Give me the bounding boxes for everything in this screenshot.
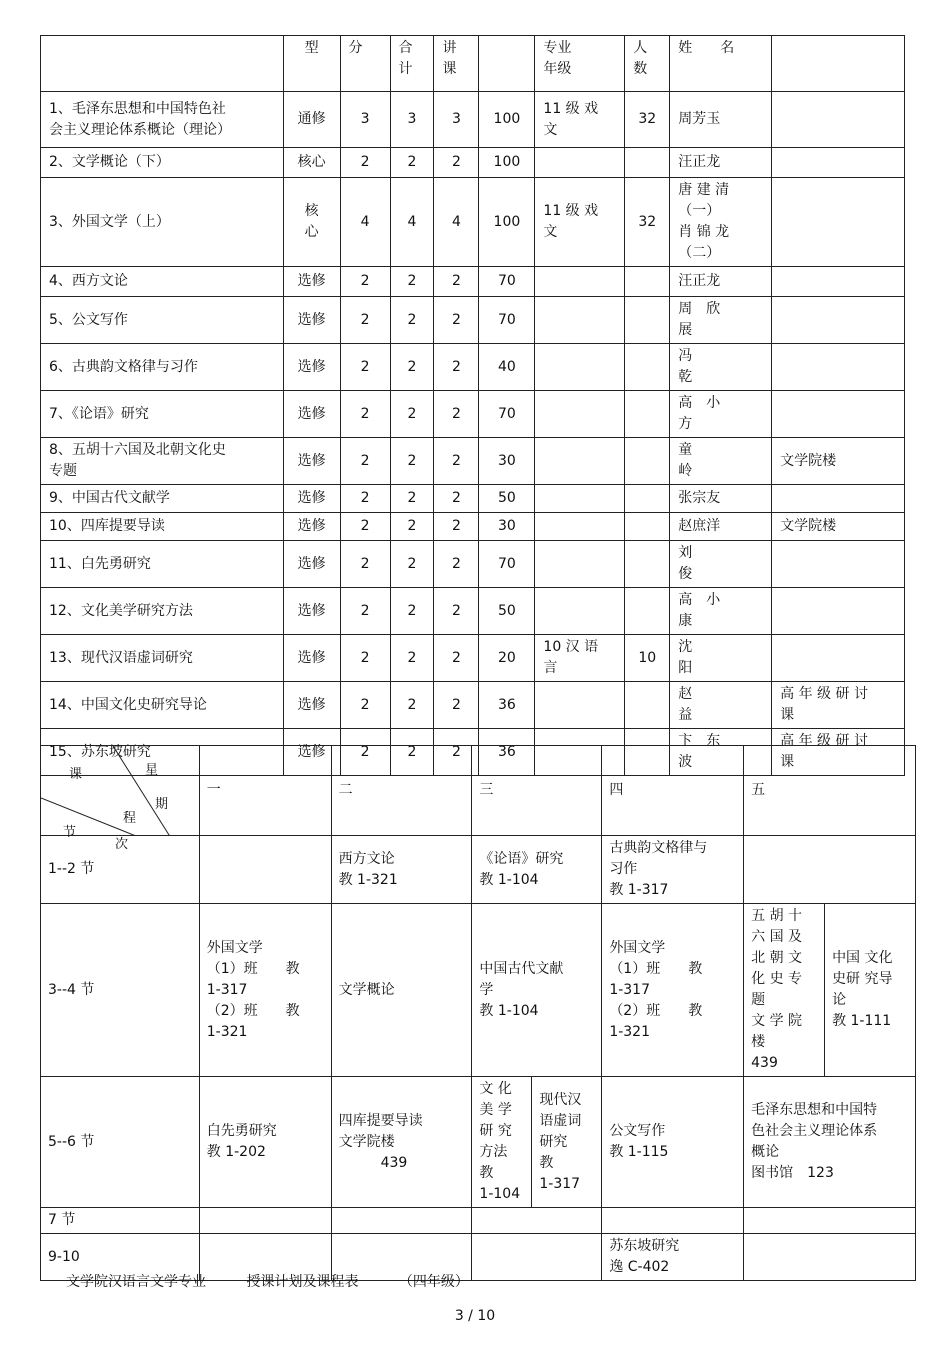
- course-hours-cell: 20: [479, 635, 535, 682]
- course-count-cell: [625, 267, 670, 297]
- course-teacher-cell: 高 小 康: [670, 588, 772, 635]
- cell-7-tue: [331, 1208, 472, 1234]
- course-credit-cell: 2: [340, 148, 390, 178]
- schedule-caption: [66, 1271, 505, 1291]
- course-total-cell: 3: [390, 92, 434, 148]
- corner-label-cheng: 程: [123, 811, 137, 826]
- cell-5-6-fri: 毛泽东思想和中国特 色社会主义理论体系 概论 图书馆 123: [744, 1077, 916, 1208]
- course-total-cell: 2: [390, 485, 434, 513]
- course-type-cell: 选修: [283, 267, 340, 297]
- cell-1-2-thu: 古典韵文格律与 习作 教 1-317: [602, 836, 744, 904]
- header-hours-blank: [479, 36, 535, 92]
- cell-7-fri: [744, 1208, 916, 1234]
- course-note-cell: [772, 92, 905, 148]
- course-lecture-cell: 2: [434, 513, 479, 541]
- day-header-tue: 二: [331, 746, 472, 836]
- course-type-cell: 选修: [283, 297, 340, 344]
- course-grade-cell: [535, 588, 625, 635]
- course-total-cell: 2: [390, 635, 434, 682]
- course-total-cell: 2: [390, 267, 434, 297]
- course-note-cell: [772, 344, 905, 391]
- course-name-cell: 13、现代汉语虚词研究: [41, 635, 284, 682]
- course-note-cell: 文学院楼: [772, 513, 905, 541]
- course-row: [41, 541, 905, 588]
- course-teacher-cell: 卞 东 波: [670, 729, 772, 776]
- day-header-wed: 三: [472, 746, 602, 836]
- course-lecture-cell: 2: [434, 267, 479, 297]
- course-count-cell: [625, 297, 670, 344]
- cell-3-4-fri-b: 中国 文化 史研 究导 论 教 1-111: [825, 904, 916, 1077]
- course-note-cell: 高 年 级 研 讨 课: [772, 682, 905, 729]
- course-lecture-cell: 3: [434, 92, 479, 148]
- cell-5-6-tue: 四库提要导读 文学院楼 439: [331, 1077, 472, 1208]
- course-type-cell: 通修: [283, 92, 340, 148]
- course-lecture-cell: 2: [434, 344, 479, 391]
- schedule-row-3-4: [41, 904, 916, 1077]
- course-row: [41, 344, 905, 391]
- course-type-cell: 选修: [283, 635, 340, 682]
- course-count-cell: [625, 541, 670, 588]
- course-credit-cell: 2: [340, 344, 390, 391]
- header-major-grade: 专业 年级: [535, 36, 625, 92]
- course-teacher-cell: 高 小 方: [670, 391, 772, 438]
- course-type-cell: 核 心: [283, 178, 340, 267]
- course-grade-cell: [535, 344, 625, 391]
- course-row: [41, 682, 905, 729]
- course-row: [41, 635, 905, 682]
- course-grade-cell: 10 汉 语 言: [535, 635, 625, 682]
- course-type-cell: 选修: [283, 485, 340, 513]
- course-lecture-cell: 2: [434, 588, 479, 635]
- course-type-cell: 选修: [283, 682, 340, 729]
- course-teacher-cell: 刘 俊: [670, 541, 772, 588]
- cell-9-10-fri: [744, 1234, 916, 1281]
- course-teacher-cell: 汪正龙: [670, 267, 772, 297]
- course-count-cell: [625, 344, 670, 391]
- course-lecture-cell: 2: [434, 729, 479, 776]
- course-row: [41, 485, 905, 513]
- cell-7-wed: [472, 1208, 602, 1234]
- course-grade-cell: [535, 391, 625, 438]
- course-hours-cell: 100: [479, 92, 535, 148]
- corner-label-ke: 课: [69, 767, 83, 782]
- slot-label-5-6: 5--6 节: [41, 1077, 200, 1208]
- course-note-cell: [772, 541, 905, 588]
- cell-5-6-wed-a: 文 化 美 学 研 究 方法 教 1-104: [472, 1077, 532, 1208]
- course-credit-cell: 2: [340, 513, 390, 541]
- course-teacher-cell: 周芳玉: [670, 92, 772, 148]
- cell-5-6-wed-b: 现代汉 语虚词 研究 教 1-317: [532, 1077, 602, 1208]
- course-total-cell: 2: [390, 682, 434, 729]
- corner-label-qi: 期: [155, 797, 169, 812]
- weekly-schedule-table: [40, 745, 916, 1281]
- course-name-cell: 14、中国文化史研究导论: [41, 682, 284, 729]
- course-count-cell: 32: [625, 178, 670, 267]
- course-teacher-cell: 冯 乾: [670, 344, 772, 391]
- cell-7-mon: [199, 1208, 331, 1234]
- course-note-cell: 高 年 级 研 讨 课: [772, 729, 905, 776]
- corner-label-xing: 星: [145, 763, 159, 778]
- course-grade-cell: [535, 513, 625, 541]
- course-hours-cell: 36: [479, 729, 535, 776]
- cell-3-4-thu: 外国文学 （1）班 教 1-317 （2）班 教 1-321: [602, 904, 744, 1077]
- cell-1-2-tue: 西方文论 教 1-321: [331, 836, 472, 904]
- course-row: [41, 148, 905, 178]
- course-grade-cell: [535, 267, 625, 297]
- course-total-cell: 2: [390, 541, 434, 588]
- course-hours-cell: 30: [479, 513, 535, 541]
- course-hours-cell: 40: [479, 344, 535, 391]
- course-row: [41, 92, 905, 148]
- course-hours-cell: 100: [479, 148, 535, 178]
- course-grade-cell: 11 级 戏 文: [535, 178, 625, 267]
- schedule-row-5-6: [41, 1077, 916, 1208]
- course-note-cell: [772, 267, 905, 297]
- course-name-cell: 8、五胡十六国及北朝文化史 专题: [41, 438, 284, 485]
- cell-1-2-fri: [744, 836, 916, 904]
- course-grade-cell: 11 级 戏 文: [535, 92, 625, 148]
- header-total: 合 计: [390, 36, 434, 92]
- header-note-blank: [772, 36, 905, 92]
- course-hours-cell: 70: [479, 297, 535, 344]
- cell-5-6-mon: 白先勇研究 教 1-202: [199, 1077, 331, 1208]
- header-type: 型: [283, 36, 340, 92]
- course-name-cell: 2、文学概论（下）: [41, 148, 284, 178]
- course-row: [41, 178, 905, 267]
- corner-label-jie: 节: [63, 825, 77, 840]
- course-name-cell: 9、中国古代文献学: [41, 485, 284, 513]
- course-type-cell: 选修: [283, 588, 340, 635]
- slot-label-1-2: 1--2 节: [41, 836, 200, 904]
- course-note-cell: [772, 485, 905, 513]
- caption-dept: 文学院汉语言文学专业: [66, 1274, 206, 1290]
- course-row: [41, 297, 905, 344]
- course-total-cell: 2: [390, 391, 434, 438]
- course-credit-cell: 4: [340, 178, 390, 267]
- course-type-cell: 选修: [283, 541, 340, 588]
- course-note-cell: [772, 635, 905, 682]
- course-type-cell: 核心: [283, 148, 340, 178]
- course-lecture-cell: 4: [434, 178, 479, 267]
- course-table-header: [41, 36, 905, 92]
- course-note-cell: [772, 391, 905, 438]
- course-hours-cell: 100: [479, 178, 535, 267]
- course-lecture-cell: 2: [434, 541, 479, 588]
- course-name-cell: 10、四库提要导读: [41, 513, 284, 541]
- page-number: 3 / 10: [454, 1308, 496, 1324]
- course-note-cell: [772, 148, 905, 178]
- course-type-cell: 选修: [283, 344, 340, 391]
- course-name-cell: 3、外国文学（上）: [41, 178, 284, 267]
- course-credit-cell: 2: [340, 588, 390, 635]
- course-hours-cell: 70: [479, 267, 535, 297]
- course-grade-cell: [535, 541, 625, 588]
- schedule-corner-cell: [41, 746, 200, 852]
- course-teacher-cell: 张宗友: [670, 485, 772, 513]
- cell-5-6-thu: 公文写作 教 1-115: [602, 1077, 744, 1208]
- course-teacher-cell: 赵庶洋: [670, 513, 772, 541]
- course-count-cell: 10: [625, 635, 670, 682]
- course-lecture-cell: 2: [434, 391, 479, 438]
- course-lecture-cell: 2: [434, 682, 479, 729]
- schedule-header-row: [41, 746, 916, 836]
- course-lecture-cell: 2: [434, 635, 479, 682]
- course-teacher-cell: 唐 建 清 （一） 肖 锦 龙 （二）: [670, 178, 772, 267]
- course-name-cell: 4、西方文论: [41, 267, 284, 297]
- course-count-cell: [625, 391, 670, 438]
- header-teacher: 姓 名: [670, 36, 772, 92]
- course-count-cell: [625, 588, 670, 635]
- day-header-fri: 五: [744, 746, 916, 836]
- course-total-cell: 2: [390, 513, 434, 541]
- course-total-cell: 2: [390, 297, 434, 344]
- course-hours-cell: 50: [479, 485, 535, 513]
- course-count-cell: 32: [625, 92, 670, 148]
- course-plan-table: [40, 35, 905, 776]
- course-name-cell: 1、毛泽东思想和中国特色社 会主义理论体系概论（理论）: [41, 92, 284, 148]
- course-credit-cell: 2: [340, 297, 390, 344]
- course-name-cell: 11、白先勇研究: [41, 541, 284, 588]
- course-credit-cell: 2: [340, 682, 390, 729]
- header-count: 人 数: [625, 36, 670, 92]
- course-grade-cell: [535, 485, 625, 513]
- course-row: [41, 588, 905, 635]
- course-count-cell: [625, 148, 670, 178]
- course-credit-cell: 2: [340, 729, 390, 776]
- course-total-cell: 2: [390, 729, 434, 776]
- cell-9-10-thu: 苏东坡研究 逸 C-402: [602, 1234, 744, 1281]
- course-name-cell: 5、公文写作: [41, 297, 284, 344]
- cell-3-4-tue: 文学概论: [331, 904, 472, 1077]
- course-lecture-cell: 2: [434, 148, 479, 178]
- slot-label-3-4: 3--4 节: [41, 904, 200, 1077]
- caption-title: 授课计划及课程表: [246, 1274, 359, 1290]
- course-note-cell: 文学院楼: [772, 438, 905, 485]
- slot-label-7: 7 节: [41, 1208, 200, 1234]
- course-hours-cell: 70: [479, 541, 535, 588]
- course-credit-cell: 3: [340, 92, 390, 148]
- course-row: [41, 391, 905, 438]
- course-row: [41, 267, 905, 297]
- course-count-cell: [625, 485, 670, 513]
- corner-label-ci: 次: [115, 837, 129, 852]
- course-credit-cell: 2: [340, 541, 390, 588]
- course-teacher-cell: 周 欣 展: [670, 297, 772, 344]
- course-lecture-cell: 2: [434, 297, 479, 344]
- course-hours-cell: 36: [479, 682, 535, 729]
- course-total-cell: 4: [390, 178, 434, 267]
- course-lecture-cell: 2: [434, 485, 479, 513]
- course-grade-cell: [535, 682, 625, 729]
- course-name-cell: 15、苏东坡研究: [41, 729, 284, 776]
- course-row: [41, 438, 905, 485]
- course-name-cell: 6、古典韵文格律与习作: [41, 344, 284, 391]
- header-lecture: 讲 课: [434, 36, 479, 92]
- course-type-cell: 选修: [283, 438, 340, 485]
- schedule-row-1-2: [41, 836, 916, 904]
- cell-7-thu: [602, 1208, 744, 1234]
- course-grade-cell: [535, 438, 625, 485]
- course-hours-cell: 50: [479, 588, 535, 635]
- header-blank: [41, 36, 284, 92]
- course-total-cell: 2: [390, 148, 434, 178]
- course-credit-cell: 2: [340, 391, 390, 438]
- caption-grade: （四年级）: [398, 1274, 469, 1290]
- day-header-mon: 一: [199, 746, 331, 836]
- course-credit-cell: 2: [340, 635, 390, 682]
- course-lecture-cell: 2: [434, 438, 479, 485]
- day-header-thu: 四: [602, 746, 744, 836]
- course-hours-cell: 70: [479, 391, 535, 438]
- course-grade-cell: [535, 148, 625, 178]
- course-count-cell: [625, 438, 670, 485]
- course-name-cell: 7、《论语》研究: [41, 391, 284, 438]
- header-credit: 分: [340, 36, 390, 92]
- course-credit-cell: 2: [340, 267, 390, 297]
- course-row: [41, 513, 905, 541]
- course-teacher-cell: 沈 阳: [670, 635, 772, 682]
- course-count-cell: [625, 513, 670, 541]
- course-hours-cell: 30: [479, 438, 535, 485]
- course-teacher-cell: 赵 益: [670, 682, 772, 729]
- cell-3-4-wed: 中国古代文献 学 教 1-104: [472, 904, 602, 1077]
- course-teacher-cell: 童 岭: [670, 438, 772, 485]
- cell-1-2-wed: 《论语》研究 教 1-104: [472, 836, 602, 904]
- course-grade-cell: [535, 297, 625, 344]
- course-total-cell: 2: [390, 438, 434, 485]
- cell-3-4-fri-a: 五 胡 十 六 国 及 北 朝 文 化 史 专 题 文 学 院 楼 439: [744, 904, 825, 1077]
- course-name-cell: 12、文化美学研究方法: [41, 588, 284, 635]
- course-total-cell: 2: [390, 588, 434, 635]
- cell-3-4-mon: 外国文学 （1）班 教 1-317 （2）班 教 1-321: [199, 904, 331, 1077]
- course-count-cell: [625, 682, 670, 729]
- course-type-cell: 选修: [283, 729, 340, 776]
- course-type-cell: 选修: [283, 513, 340, 541]
- course-teacher-cell: 汪正龙: [670, 148, 772, 178]
- slot-label-9-10: 9-10: [41, 1234, 200, 1281]
- course-note-cell: [772, 178, 905, 267]
- course-note-cell: [772, 297, 905, 344]
- cell-1-2-mon: [199, 836, 331, 904]
- course-credit-cell: 2: [340, 438, 390, 485]
- schedule-row-7: [41, 1208, 916, 1234]
- course-note-cell: [772, 588, 905, 635]
- course-total-cell: 2: [390, 344, 434, 391]
- course-type-cell: 选修: [283, 391, 340, 438]
- course-credit-cell: 2: [340, 485, 390, 513]
